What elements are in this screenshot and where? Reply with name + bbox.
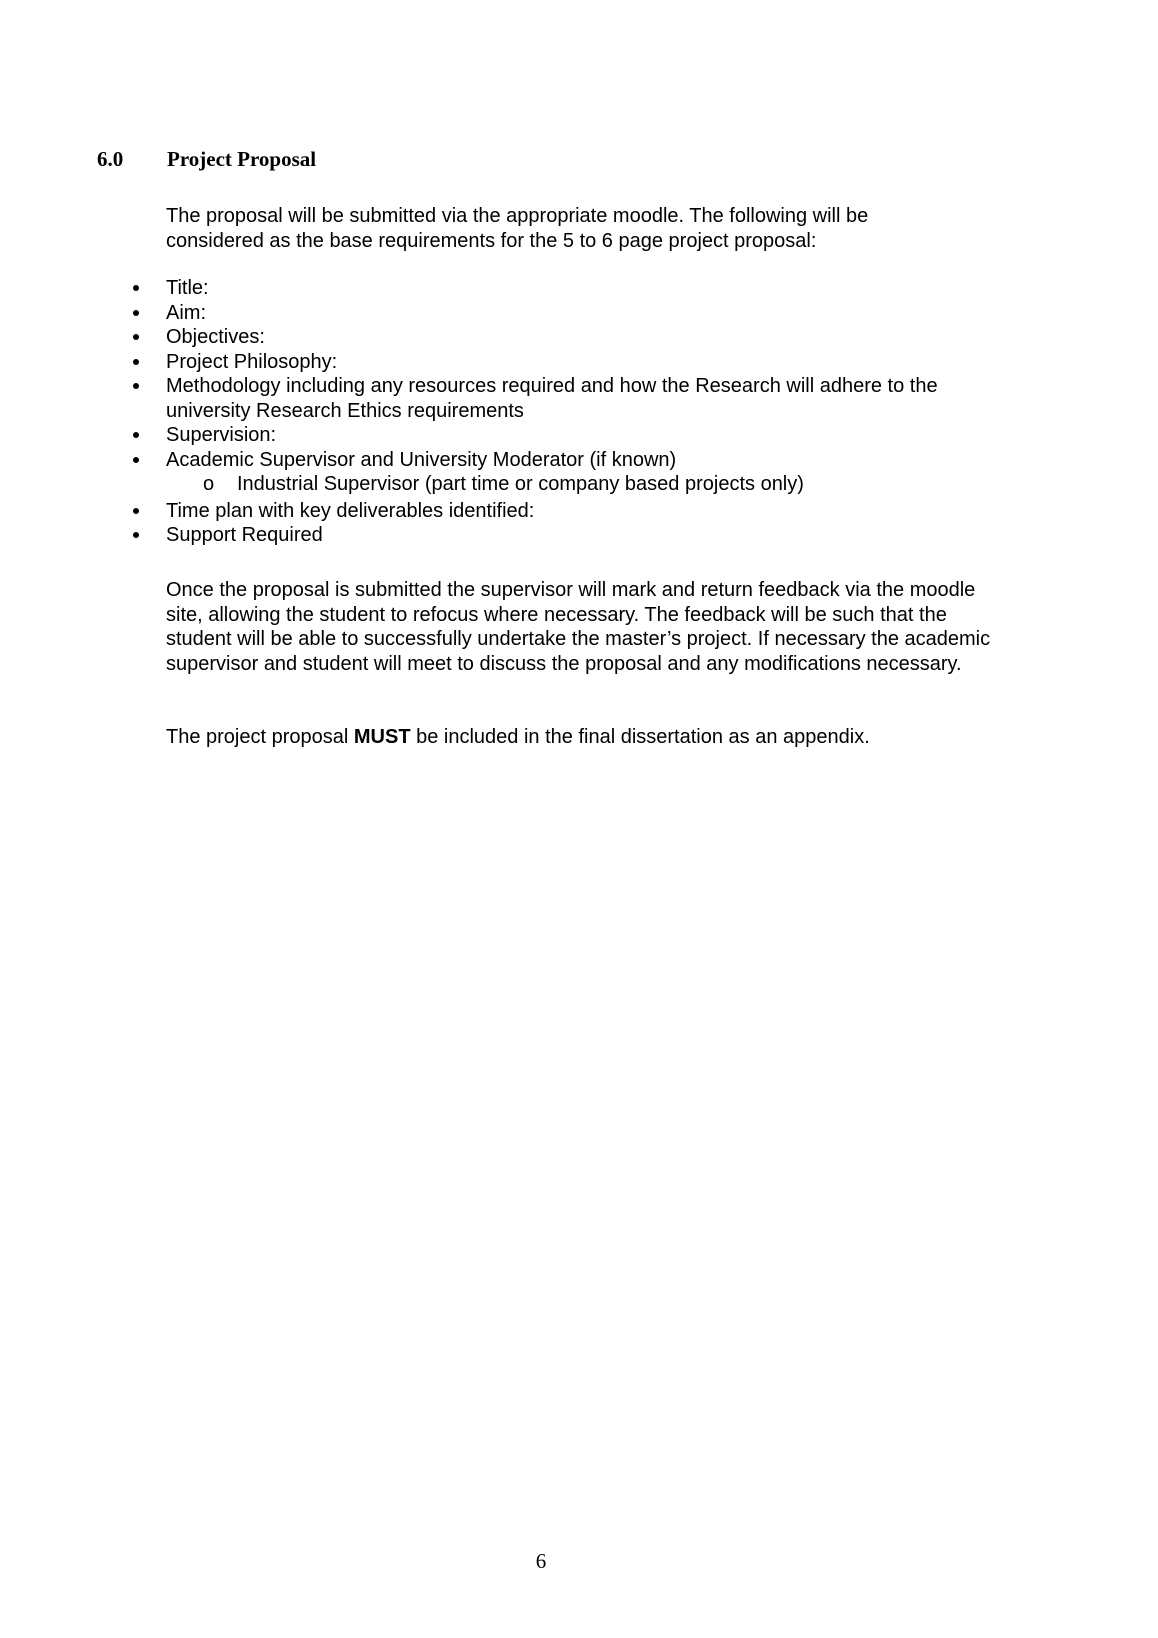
appendix-note-emphasis: MUST [353, 726, 411, 748]
list-item-time-plan: Time plan with key deliverables identified: [166, 499, 986, 524]
appendix-note-after: be included in the final dissertation as an appendix. [410, 726, 870, 748]
section-title: Project Proposal [167, 147, 317, 171]
section-number: 6.0 [97, 147, 124, 171]
list-item-aim: Aim: [166, 301, 986, 326]
list-item-title: Title: [166, 276, 986, 301]
feedback-paragraph: Once the proposal is submitted the supervisor will mark and return feedback via the moodle site, allowing the student to refocus where necessary. The feedback will be such that the student will be able to successfully undertake the master’s project. If necessary the academic supervisor and student will meet to discuss the proposal and any modifications necessary. [166, 579, 991, 675]
appendix-note-before: The project proposal [166, 726, 354, 748]
requirements-list [166, 276, 986, 548]
list-item-philosophy: Project Philosophy: [166, 350, 986, 375]
sub-list-item-industrial-supervisor [166, 472, 986, 497]
list-item-methodology: Methodology including any resources required and how the Research will adhere to the university Research Ethics requirements [166, 374, 986, 423]
sub-bullet-marker: o [203, 473, 215, 495]
section-heading [97, 146, 316, 172]
appendix-note [166, 725, 1006, 750]
list-item-objectives: Objectives: [166, 325, 986, 350]
page-number: 6 [535, 1549, 547, 1573]
intro-paragraph: The proposal will be submitted via the appropriate moodle. The following will be considered as the base requirements for the 5 to 6 page project proposal: [166, 205, 869, 252]
sub-list-item-text: Industrial Supervisor (part time or company based projects only) [237, 473, 804, 495]
list-item-academic-supervisor: Academic Supervisor and University Moderator (if known) [166, 448, 986, 473]
list-item-supervision: Supervision: [166, 423, 986, 448]
list-item-support: Support Required [166, 523, 986, 548]
